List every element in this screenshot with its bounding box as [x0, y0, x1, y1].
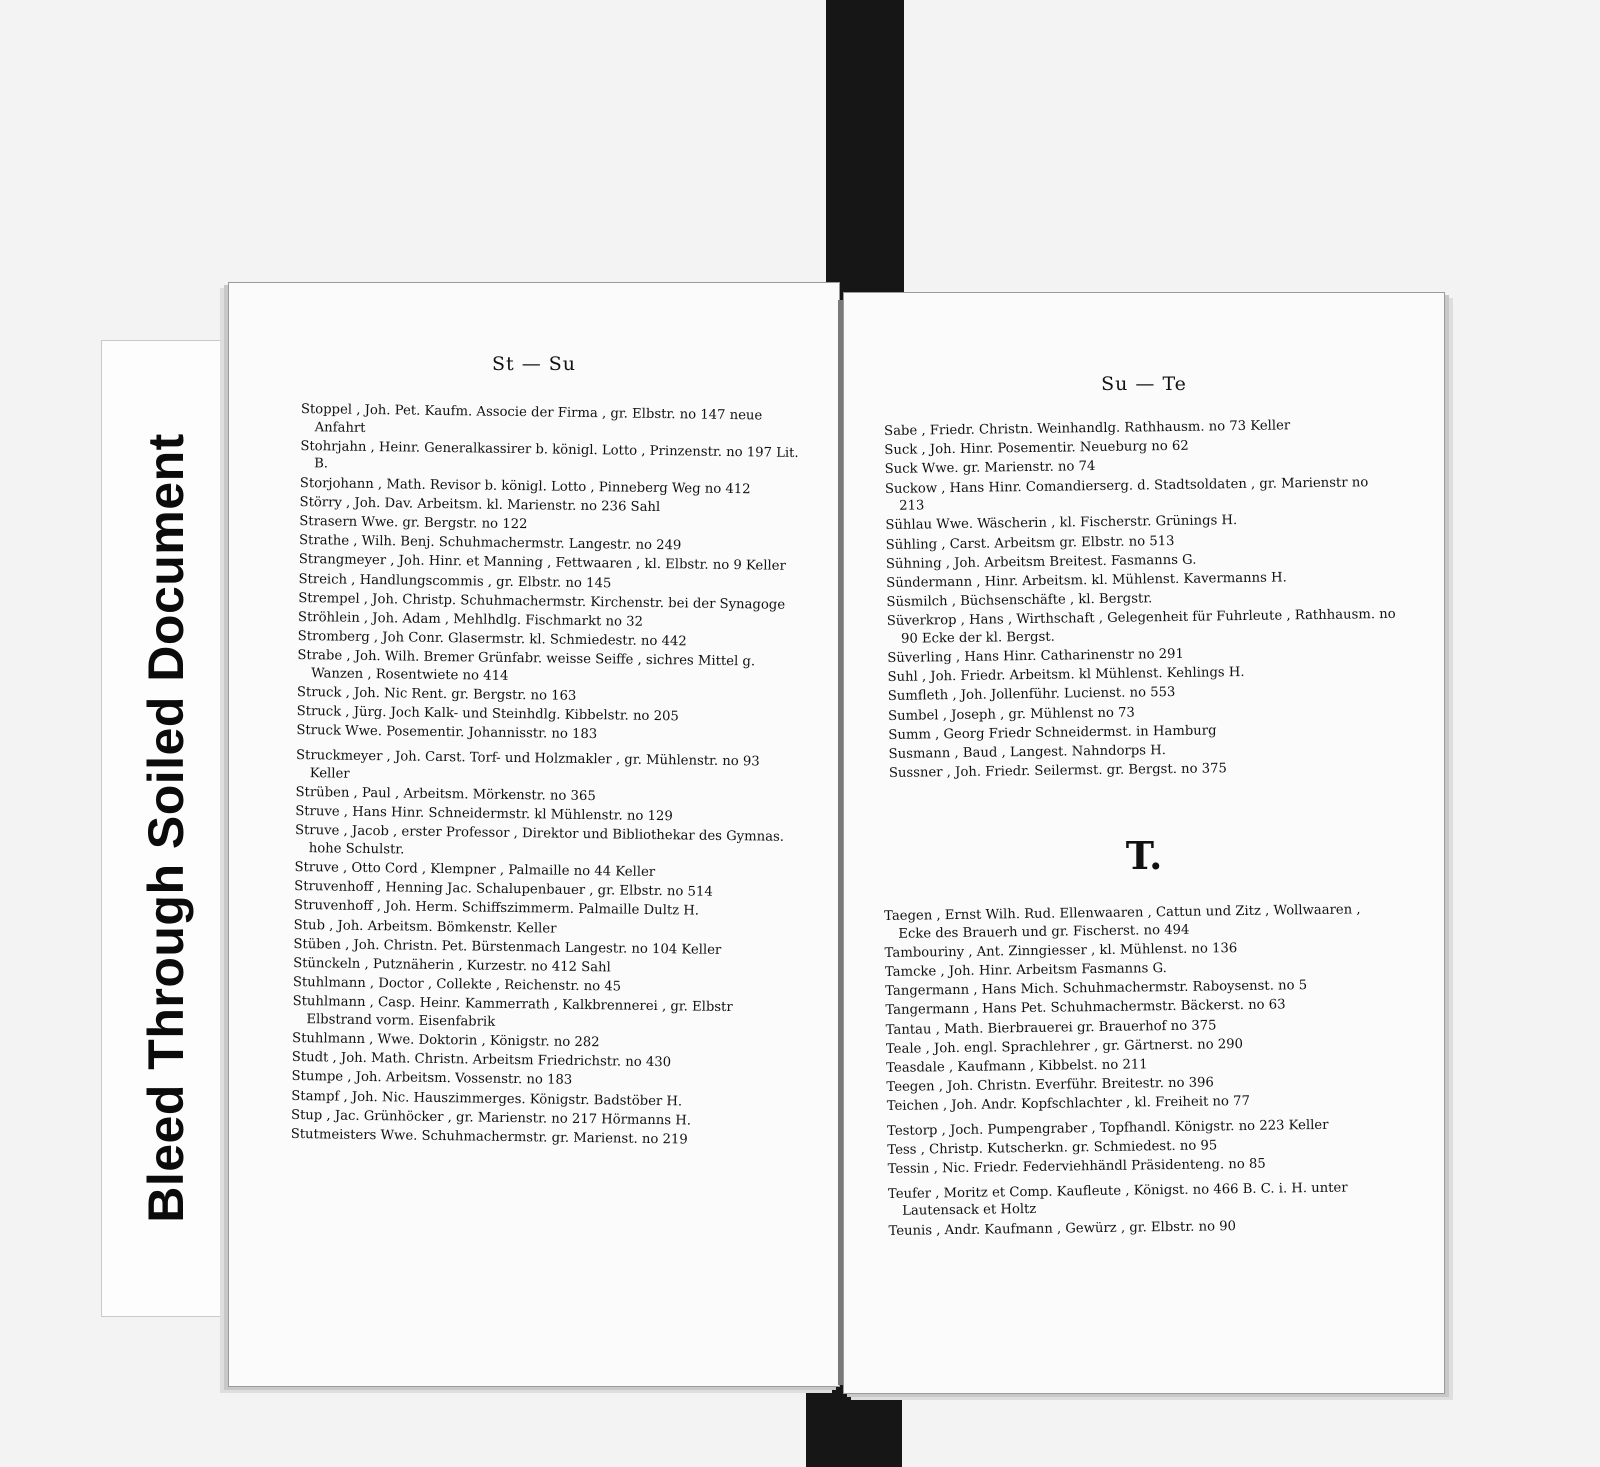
- directory-entry: Storjohann , Math. Revisor b. königl. Lotto , Pinneberg Weg no 412: [299, 475, 751, 497]
- directory-entry: Stromberg , Joh Conr. Glasermstr. kl. Schmiedestr. no 442: [297, 629, 687, 650]
- directory-entry: Stohrjahn , Heinr. Generalkassirer b. königl. Lotto , Prinzenstr. no 197 Lit. B.: [300, 438, 799, 472]
- left-page: [228, 282, 840, 1387]
- directory-entry: Tamcke , Joh. Hinr. Arbeitsm Fasmanns G.: [884, 961, 1167, 980]
- directory-entry: Stoppel , Joh. Pet. Kaufm. Associe der Firma , gr. Elbstr. no 147 neue Anfahrt: [300, 401, 763, 436]
- section-letter: T.: [1125, 833, 1163, 878]
- directory-entry: Teegen , Joh. Christn. Everführ. Breitestr. no 396: [886, 1075, 1214, 1096]
- directory-entry: Stup , Jac. Grünhöcker , gr. Marienstr. no 217 Hörmanns H.: [290, 1107, 692, 1129]
- directory-entry: Tessin , Nic. Friedr. Federviehhändl Präsidenteng. no 85: [887, 1156, 1266, 1178]
- directory-entry: Sabe , Friedr. Christn. Weinhandlg. Rathhausm. no 73 Keller: [884, 418, 1291, 439]
- right-page-entries-su: [884, 416, 1399, 784]
- directory-entry: Stampf , Joh. Nic. Hauszimmerges. Königstr. Badstöber H.: [291, 1088, 683, 1109]
- directory-entry: Sussner , Joh. Friedr. Seilermst. gr. Bergst. no 375: [888, 761, 1227, 782]
- right-page-entries-t: [884, 901, 1399, 1242]
- directory-entry: Stub , Joh. Arbeitsm. Bömkenstr. Keller: [293, 917, 557, 937]
- directory-entry: Sündermann , Hinr. Arbeitsm. kl. Mühlenst. Kavermanns H.: [886, 570, 1287, 591]
- directory-entry: Suckow , Hans Hinr. Comandierserg. d. Stadtsoldaten , gr. Marienstr no 213: [884, 474, 1369, 514]
- directory-entry: Sühning , Joh. Arbeitsm Breitest. Fasmanns G.: [885, 552, 1197, 572]
- directory-entry: Strüben , Paul , Arbeitsm. Mörkenstr. no 365: [295, 784, 596, 804]
- directory-entry: Stuhlmann , Casp. Heinr. Kammerrath , Kalkbrennerei , gr. Elbstr Elbstrand vorm. Eisenfabrik: [292, 994, 733, 1030]
- directory-entry: Tantau , Math. Bierbrauerei gr. Brauerhof no 375: [885, 1017, 1217, 1038]
- directory-entry: Strempel , Joh. Christp. Schuhmachermstr. Kirchenstr. bei der Synagoge: [298, 590, 786, 613]
- directory-entry: Stünckeln , Putznäherin , Kurzestr. no 412 Sahl: [293, 955, 611, 976]
- directory-entry: Suck , Joh. Hinr. Posementir. Neueburg no 62: [884, 438, 1189, 459]
- left-page-header: St — Su: [492, 353, 576, 375]
- left-page-entries: [291, 401, 801, 1152]
- directory-entry: Struck Wwe. Posementir. Johannisstr. no 183: [296, 723, 598, 743]
- directory-entry: Tangermann , Hans Mich. Schuhmachermstr. Raboysenst. no 5: [885, 978, 1308, 1000]
- directory-entry: Taegen , Ernst Wilh. Rud. Ellenwaaren , Cattun und Zitz , Wollwaaren , Ecke des Brauerh und gr. Fischerst. no 494: [884, 902, 1361, 942]
- directory-entry: Teasdale , Kaufmann , Kibbelst. no 211: [886, 1057, 1148, 1076]
- directory-entry: Struck , Jürg. Joch Kalk- und Steinhdlg. Kibbelstr. no 205: [296, 704, 679, 725]
- directory-entry: Stutmeisters Wwe. Schuhmachermstr. gr. Marienst. no 219: [290, 1126, 688, 1148]
- directory-entry: Störry , Joh. Dav. Arbeitsm. kl. Marienstr. no 236 Sahl: [299, 494, 661, 515]
- directory-entry: Strabe , Joh. Wilh. Bremer Grünfabr. weisse Seiffe , sichres Mittel g. Wanzen , Rosentwiete no 414: [297, 648, 756, 684]
- right-page-header: Su — Te: [1101, 373, 1187, 395]
- binding-strap-top: [826, 0, 904, 310]
- directory-entry: Teunis , Andr. Kaufmann , Gewürz , gr. Elbstr. no 90: [888, 1218, 1237, 1239]
- directory-entry: Ströhlein , Joh. Adam , Mehlhdlg. Fischmarkt no 32: [297, 609, 644, 630]
- directory-entry: Streich , Handlungscommis , gr. Elbstr. no 145: [298, 571, 612, 591]
- directory-entry: Summ , Georg Friedr Schneidermst. in Hamburg: [888, 723, 1217, 743]
- directory-entry: Strathe , Wilh. Benj. Schuhmachermstr. Langestr. no 249: [298, 533, 682, 554]
- directory-entry: Struvenhoff , Henning Jac. Schalupenbauer , gr. Elbstr. no 514: [294, 879, 713, 900]
- directory-entry: Struve , Otto Cord , Klempner , Palmaille no 44 Keller: [294, 859, 656, 880]
- label-card: [101, 340, 231, 1317]
- directory-entry: Stuhlmann , Wwe. Doktorin , Königstr. no 282: [291, 1030, 600, 1051]
- binding-strap-bottom: [806, 1385, 902, 1467]
- label-text: Bleed Through Soiled Document: [138, 433, 194, 1223]
- directory-entry: Stuhlmann , Doctor , Collekte , Reichenstr. no 45: [292, 975, 622, 995]
- directory-entry: Suck Wwe. gr. Marienstr. no 74: [884, 459, 1096, 478]
- directory-entry: Süverling , Hans Hinr. Catharinenstr no 291: [887, 646, 1184, 667]
- directory-entry: Tangermann , Hans Pet. Schuhmachermstr. Bäckerst. no 63: [885, 997, 1286, 1019]
- directory-entry: Tambouriny , Ant. Zinngiesser , kl. Mühlenst. no 136: [884, 940, 1238, 961]
- directory-entry: Struvenhoff , Joh. Herm. Schiffszimmerm. Palmaille Dultz H.: [293, 898, 700, 919]
- directory-entry: Teale , Joh. engl. Sprachlehrer , gr. Gärtnerst. no 290: [885, 1036, 1244, 1057]
- directory-entry: Stumpe , Joh. Arbeitsm. Vossenstr. no 183: [291, 1069, 573, 1089]
- directory-entry: Tess , Christp. Kutscherkn. gr. Schmiedest. no 95: [887, 1138, 1218, 1159]
- directory-entry: Struve , Hans Hinr. Schneidermstr. kl Mühlenstr. no 129: [295, 803, 673, 825]
- directory-entry: Strangmeyer , Joh. Hinr. et Manning , Fettwaaren , kl. Elbstr. no 9 Keller: [298, 552, 786, 575]
- directory-entry: Sumbel , Joseph , gr. Mühlenst no 73: [887, 705, 1135, 724]
- directory-entry: Teichen , Joh. Andr. Kopfschlachter , kl. Freiheit no 77: [886, 1094, 1251, 1115]
- directory-entry: Struckmeyer , Joh. Carst. Torf- und Holzmakler , gr. Mühlenstr. no 93 Keller: [295, 747, 760, 782]
- directory-entry: Teufer , Moritz et Comp. Kaufleute , Königst. no 466 B. C. i. H. unter Lautensack et Holtz: [887, 1180, 1348, 1220]
- directory-entry: Süsmilch , Büchsenschäfte , kl. Bergstr.: [886, 591, 1153, 611]
- directory-entry: Süverkrop , Hans , Wirthschaft , Gelegenheit für Fuhrleute , Rathhausm. no 90 Ecke der kl. Bergst.: [886, 607, 1396, 647]
- directory-entry: Sühlau Wwe. Wäscherin , kl. Fischerstr. Grünings H.: [885, 513, 1238, 534]
- directory-entry: Stüben , Joh. Christn. Pet. Bürstenmach Langestr. no 104 Keller: [293, 936, 722, 958]
- directory-entry: Testorp , Joch. Pumpengraber , Topfhandl. Königstr. no 223 Keller: [887, 1117, 1329, 1139]
- directory-entry: Susmann , Baud , Langest. Nahndorps H.: [888, 743, 1166, 762]
- directory-entry: Strasern Wwe. gr. Bergstr. no 122: [299, 513, 528, 533]
- directory-entry: Sumfleth , Joh. Jollenführ. Lucienst. no 553: [887, 685, 1176, 705]
- right-page: [843, 292, 1445, 1394]
- directory-entry: Struve , Jacob , erster Professor , Direktor und Bibliothekar des Gymnas. hohe Schulstr.: [294, 823, 785, 858]
- directory-entry: Struck , Joh. Nic Rent. gr. Bergstr. no 163: [296, 685, 577, 704]
- directory-entry: Suhl , Joh. Friedr. Arbeitsm. kl Mühlenst. Kehlings H.: [887, 665, 1245, 686]
- directory-entry: Studt , Joh. Math. Christn. Arbeitsm Friedrichstr. no 430: [291, 1050, 672, 1071]
- directory-entry: Sühling , Carst. Arbeitsm gr. Elbstr. no 513: [885, 533, 1175, 553]
